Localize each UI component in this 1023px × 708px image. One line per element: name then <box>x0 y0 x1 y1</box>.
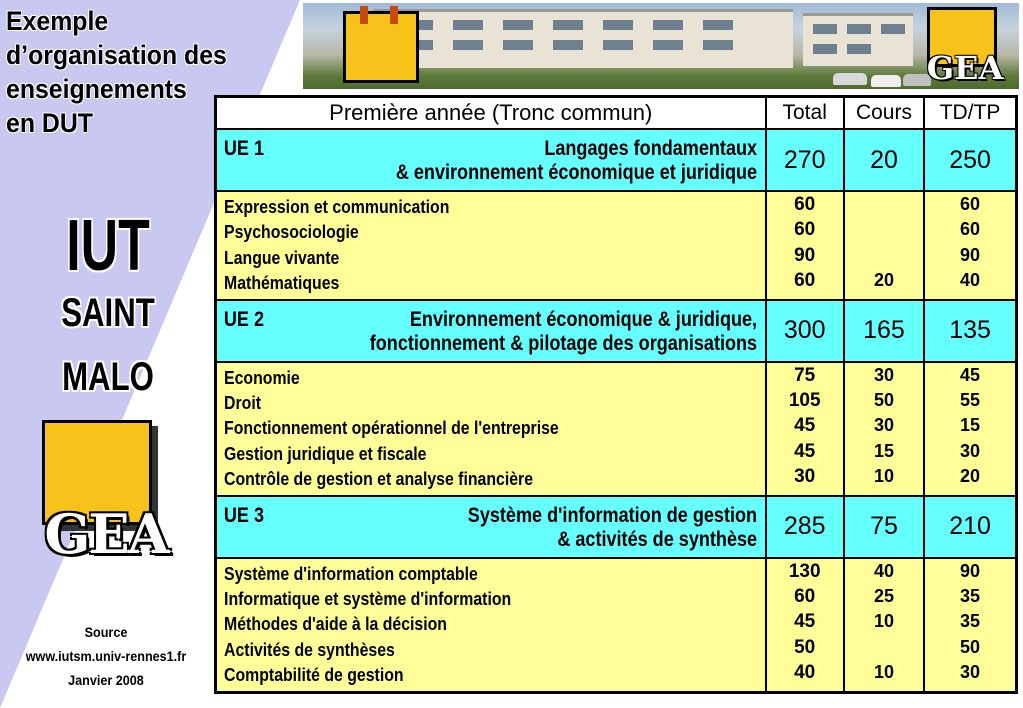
subject-cours: 10 <box>873 466 894 487</box>
subject-cours: 10 <box>873 611 894 632</box>
ue-title-line: Environnement économique & juridique, <box>409 307 758 331</box>
source-url[interactable]: www.iutsm.univ-rennes1.fr <box>25 648 187 664</box>
header-cours: Cours <box>844 97 924 130</box>
ue-total: 285 <box>766 496 844 558</box>
subject-cours <box>845 192 923 217</box>
slide-title-line: enseignements <box>6 74 187 104</box>
iut-logo <box>343 11 419 83</box>
subject-item: Mathématiques <box>224 273 340 294</box>
subject-total: 40 <box>794 662 816 684</box>
subject-cours <box>845 635 923 660</box>
slide-title <box>6 4 273 140</box>
campus-photo-banner <box>303 3 1019 89</box>
subject-tdtp: 55 <box>960 390 981 411</box>
city-name-line1: SAINT <box>61 291 155 335</box>
ue-total: 300 <box>766 300 844 362</box>
ue-title-cell <box>216 300 766 362</box>
subject-item: Activités de synthèses <box>224 639 395 660</box>
ue-title-line: Langages fondamentaux <box>544 137 758 160</box>
subject-tdtp-col <box>924 362 1016 496</box>
ue-code: UE 1 <box>223 137 265 160</box>
city-name-line2: MALO <box>62 355 154 399</box>
subject-cours: 20 <box>873 270 894 291</box>
slide-title-line: d’organisation des <box>6 40 227 70</box>
subject-total: 60 <box>794 219 816 241</box>
source-credit <box>11 620 202 692</box>
ue-title-line: Système d'information de gestion <box>467 503 758 527</box>
ue-title-line: fonctionnement & pilotage des organisations <box>369 331 758 355</box>
subject-item: Droit <box>224 393 261 414</box>
subject-tdtp: 60 <box>960 219 981 240</box>
subject-cours <box>845 243 923 268</box>
subject-total: 50 <box>794 636 816 658</box>
subject-cours: 15 <box>873 440 894 461</box>
ue-row <box>216 496 1017 558</box>
ue-code: UE 3 <box>223 503 265 527</box>
subject-cours-col <box>844 191 924 300</box>
subject-item: Economie <box>224 367 300 388</box>
subject-list <box>216 362 766 496</box>
source-date: Janvier 2008 <box>68 672 144 688</box>
subject-rows <box>216 191 1017 300</box>
subject-total: 130 <box>788 560 821 582</box>
gea-logo: GEA <box>40 420 172 560</box>
subject-cours: 25 <box>873 586 894 607</box>
subject-cours: 30 <box>873 364 894 385</box>
subject-total-col <box>766 558 844 693</box>
subject-tdtp: 90 <box>960 560 981 581</box>
ue-tdtp: 210 <box>924 496 1016 558</box>
subject-total: 45 <box>794 440 816 462</box>
subject-tdtp: 30 <box>960 440 981 461</box>
subject-rows <box>216 558 1017 693</box>
subject-item: Contrôle de gestion et analyse financière <box>224 469 534 490</box>
subject-tdtp: 35 <box>960 586 981 607</box>
slide-title-line: Exemple <box>6 6 109 36</box>
subject-cours: 40 <box>873 560 894 581</box>
subject-total: 75 <box>794 364 816 386</box>
subject-cours-col <box>844 558 924 693</box>
subject-tdtp-col <box>924 558 1016 693</box>
subject-item: Système d'information comptable <box>224 563 478 584</box>
ue-title-cell <box>216 496 766 558</box>
subject-tdtp: 35 <box>960 611 981 632</box>
subject-tdtp: 45 <box>960 364 981 385</box>
ue-title-line: & activités de synthèse <box>557 527 758 551</box>
subject-cours-col <box>844 362 924 496</box>
subject-item: Méthodes d'aide à la décision <box>224 614 447 635</box>
subject-total: 60 <box>794 586 816 608</box>
subject-cours <box>845 217 923 242</box>
subject-total: 105 <box>788 390 821 412</box>
subject-tdtp: 20 <box>960 466 981 487</box>
table-header-row <box>216 97 1017 130</box>
subject-tdtp: 15 <box>960 415 981 436</box>
subject-list <box>216 191 766 300</box>
curriculum-table <box>214 95 1018 694</box>
subject-tdtp: 40 <box>960 270 981 291</box>
subject-list <box>216 558 766 693</box>
ue-cours: 165 <box>844 300 924 362</box>
subject-tdtp: 50 <box>960 636 981 657</box>
ue-row <box>216 300 1017 362</box>
subject-cours: 10 <box>873 662 894 683</box>
subject-cours: 30 <box>873 415 894 436</box>
ue-title-line: & environnement économique et juridique <box>395 161 758 184</box>
ue-row <box>216 129 1017 191</box>
subject-item: Psychosociologie <box>224 222 359 243</box>
subject-rows <box>216 362 1017 496</box>
ue-tdtp: 250 <box>924 129 1016 191</box>
subject-tdtp: 60 <box>960 194 981 214</box>
subject-tdtp: 30 <box>960 662 981 683</box>
header-year: Première année (Tronc commun) <box>216 97 766 130</box>
subject-item: Informatique et système d'information <box>224 589 512 610</box>
ue-cours: 20 <box>844 129 924 191</box>
subject-total-col <box>766 362 844 496</box>
ue-total: 270 <box>766 129 844 191</box>
ue-title-cell <box>216 129 766 191</box>
ue-code: UE 2 <box>223 307 265 331</box>
source-label: Source <box>84 624 128 640</box>
subject-item: Expression et communication <box>224 197 450 217</box>
subject-item: Gestion juridique et fiscale <box>224 443 427 464</box>
gea-logo-small: GEA <box>917 7 1013 85</box>
subject-tdtp: 90 <box>960 244 981 265</box>
iut-name: IUT <box>66 206 150 286</box>
subject-total: 45 <box>794 415 816 437</box>
subject-total: 90 <box>794 244 816 266</box>
ue-cours: 75 <box>844 496 924 558</box>
subject-item: Comptabilité de gestion <box>224 665 404 686</box>
subject-item: Fonctionnement opérationnel de l'entreprise <box>224 418 559 439</box>
subject-tdtp-col <box>924 191 1016 300</box>
header-total: Total <box>766 97 844 130</box>
header-tdtp: TD/TP <box>924 97 1016 130</box>
subject-total-col <box>766 191 844 300</box>
subject-total: 30 <box>794 466 816 488</box>
subject-total: 45 <box>794 611 816 633</box>
ue-tdtp: 135 <box>924 300 1016 362</box>
subject-total: 60 <box>794 270 816 292</box>
subject-total: 60 <box>794 194 816 215</box>
subject-cours: 50 <box>873 390 894 411</box>
subject-item: Langue vivante <box>224 247 340 268</box>
slide-title-line: en DUT <box>6 108 93 138</box>
